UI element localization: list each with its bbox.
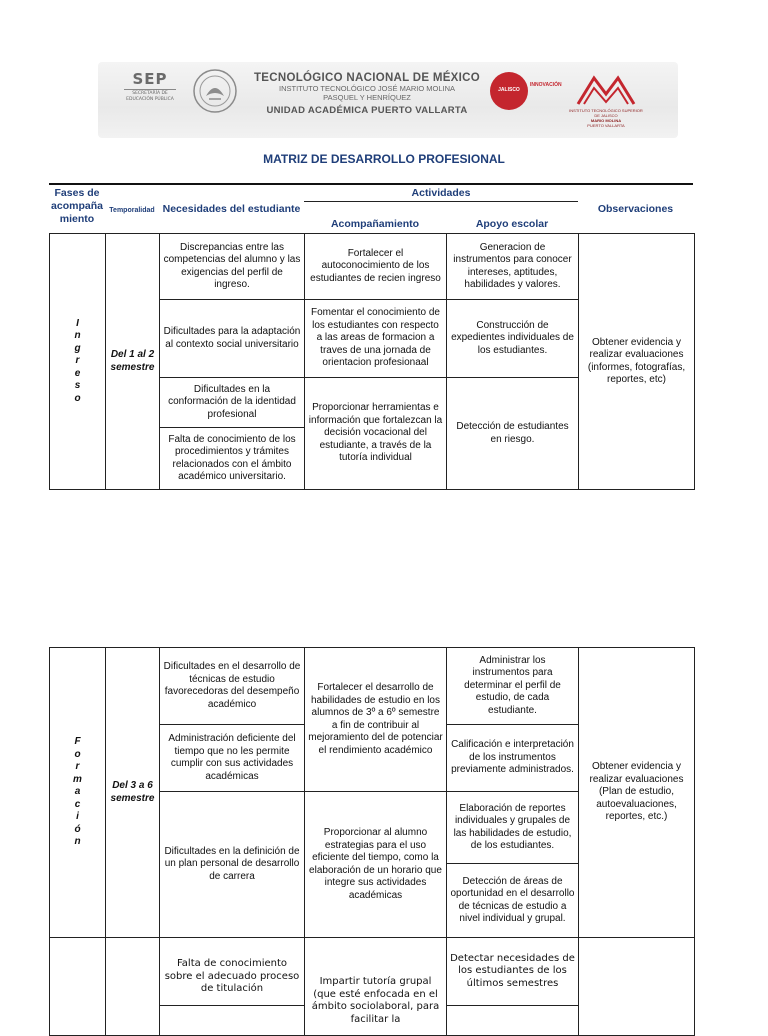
apoyo-cell: Construcción de expedientes individuales de los estudiantes.: [447, 300, 579, 378]
col-fases-3: miento: [59, 213, 95, 225]
acompanamiento-cell: Fomentar el conocimiento de los estudiantes con respecto a las areas de formacion a traves de una jornada de orientacion profesionaal: [305, 300, 447, 378]
table-row: [50, 234, 695, 300]
apoyo-cell: Detección de áreas de oportunidad en el desarrollo de técnicas de estudio a nivel individual y grupal.: [447, 864, 579, 938]
need-cell: [160, 1006, 305, 1036]
phase-letter: r: [75, 761, 80, 773]
col-fases-1: Fases de: [54, 187, 100, 199]
phase-letter: o: [74, 392, 81, 404]
need-cell: Dificultades para la adaptación al contexto social universitario: [160, 300, 305, 378]
col-actividades: Actividades: [411, 187, 471, 199]
phase-letter: o: [74, 748, 81, 760]
table-row: [50, 938, 695, 1006]
temporalidad-egreso: [106, 938, 160, 1036]
ingreso-table: [49, 233, 695, 490]
sep-logo: [120, 70, 180, 103]
temporalidad-ingreso: Del 1 al 2 semestre: [106, 234, 160, 490]
phase-letter: c: [74, 798, 81, 810]
actividades-rule: [304, 201, 578, 202]
apoyo-cell: Elaboración de reportes individuales y grupales de las habilidades de estudio, de los estudiantes.: [447, 792, 579, 864]
sep-sub1: SECRETARÍA DE: [132, 91, 168, 96]
need-cell: Dificultades en el desarrollo de técnicas de estudio favorecedoras del desempeño académico: [160, 648, 305, 725]
acompanamiento-cell: Proporcionar al alumno estrategias para el uso eficiente del tiempo, como la elaboración de un horario que integre sus actividades académicas: [305, 792, 447, 938]
egreso-table: [49, 937, 695, 1036]
tec-line4: UNIDAD ACADÉMICA PUERTO VALLARTA: [266, 105, 468, 116]
roof-logo-icon: [576, 70, 636, 108]
phase-ingreso: [50, 234, 106, 490]
phase-egreso: [50, 938, 106, 1036]
sep-sub2: EDUCACIÓN PÚBLICA: [126, 97, 174, 102]
table-row: [50, 648, 695, 725]
need-cell: Dificultades en la definición de un plan personal de desarrollo de carrera: [160, 792, 305, 938]
phase-letter: g: [74, 342, 81, 354]
apoyo-cell: [447, 1006, 579, 1036]
acompanamiento-cell: Fortalecer el autoconocimiento de los estudiantes de recien ingreso: [305, 234, 447, 300]
phase-formacion: [50, 648, 106, 938]
page-title: MATRIZ DE DESARROLLO PROFESIONAL: [263, 152, 505, 166]
need-cell: Administración deficiente del tiempo que no les permite cumplir con sus actividades académicas: [160, 725, 305, 792]
apoyo-cell: Administrar los instrumentos para determinar el perfil de estudio, de cada estudiante.: [447, 648, 579, 725]
col-fases-2: acompaña: [51, 200, 103, 212]
roof-caption1: INSTITUTO TECNOLÓGICO SUPERIOR DE JALISCO: [569, 108, 643, 118]
phase-letter: n: [74, 836, 81, 848]
tec-nacional-logo: [247, 72, 487, 116]
acompanamiento-cell: Impartir tutoría grupal (que esté enfocada en el ámbito sociolaboral, para facilitar la: [305, 938, 447, 1036]
phase-letter: I: [76, 317, 79, 329]
tec-line3: PASQUEL Y HENRÍQUEZ: [323, 93, 411, 102]
observaciones-ingreso: Obtener evidencia y realizar evaluaciones (informes, fotografías, reportes, etc): [579, 234, 695, 490]
phase-letter: s: [74, 380, 81, 392]
apoyo-cell: Detectar necesidades de los estudiantes de los últimos semestres: [447, 938, 579, 1006]
need-cell: Falta de conocimiento de los procedimientos y trámites relacionados con el ámbito académico universitario.: [160, 428, 305, 490]
col-observaciones: Observaciones: [597, 203, 674, 215]
formacion-table: [49, 647, 695, 938]
col-apoyo: Apoyo escolar: [475, 218, 549, 230]
phase-letter: n: [74, 330, 81, 342]
apoyo-cell: Generacion de instrumentos para conocer intereses, aptitudes, habilidades y valores.: [447, 234, 579, 300]
observaciones-formacion: Obtener evidencia y realizar evaluaciones (Plan de estudio, autoevaluaciones, reportes, etc.): [579, 648, 695, 938]
apoyo-cell: Calificación e interpretación de los instrumentos previamente administrados.: [447, 725, 579, 792]
tec-line2: INSTITUTO TECNOLÓGICO JOSÉ MARIO MOLINA: [279, 84, 455, 93]
need-cell: Discrepancias entre las competencias del alumno y las exigencias del perfil de ingreso.: [160, 234, 305, 300]
header-top-rule: [49, 183, 693, 185]
innovacion-text: INNOVACIÓN: [530, 82, 562, 88]
temporalidad-formacion: Del 3 a 6 semestre: [106, 648, 160, 938]
roof-caption2: MARIO MOLINA: [590, 118, 622, 123]
mexico-seal-icon: [192, 68, 238, 114]
phase-letter: F: [74, 736, 81, 748]
roof-logo-caption: [566, 108, 646, 128]
jalisco-text: JALISCO: [498, 87, 520, 93]
need-cell: Dificultades en la conformación de la identidad profesional: [160, 378, 305, 428]
phase-letter: ó: [74, 823, 81, 835]
col-necesidades: Necesidades del estudiante: [162, 203, 301, 215]
jalisco-logo: [490, 72, 528, 110]
sep-logo-text: SEP: [132, 70, 168, 88]
phase-letter: r: [75, 355, 80, 367]
col-acompanamiento: Acompañamiento: [330, 218, 420, 230]
col-fases: [49, 187, 105, 226]
col-temporalidad: Temporalidad: [109, 207, 155, 214]
roof-caption3: PUERTO VALLARTA: [587, 123, 625, 128]
apoyo-cell: Detección de estudiantes en riesgo.: [447, 378, 579, 490]
phase-letter: e: [74, 367, 81, 379]
observaciones-egreso: [579, 938, 695, 1036]
tec-line1: TECNOLÓGICO NACIONAL DE MÉXICO: [253, 72, 481, 84]
phase-letter: i: [76, 811, 79, 823]
phase-letter: a: [74, 786, 81, 798]
phase-letter: m: [73, 773, 82, 785]
acompanamiento-cell: Fortalecer el desarrollo de habilidades de estudio en los alumnos de 3º a 6º semestre a fin de contribuir al mejoramiento del de potenciar el rendimiento académico: [305, 648, 447, 792]
need-cell: Falta de conocimiento sobre el adecuado proceso de titulación: [160, 938, 305, 1006]
acompanamiento-cell: Proporcionar herramientas e información que fortalezcan la decisión vocacional del estudiante, a través de la tutoría individual: [305, 378, 447, 490]
